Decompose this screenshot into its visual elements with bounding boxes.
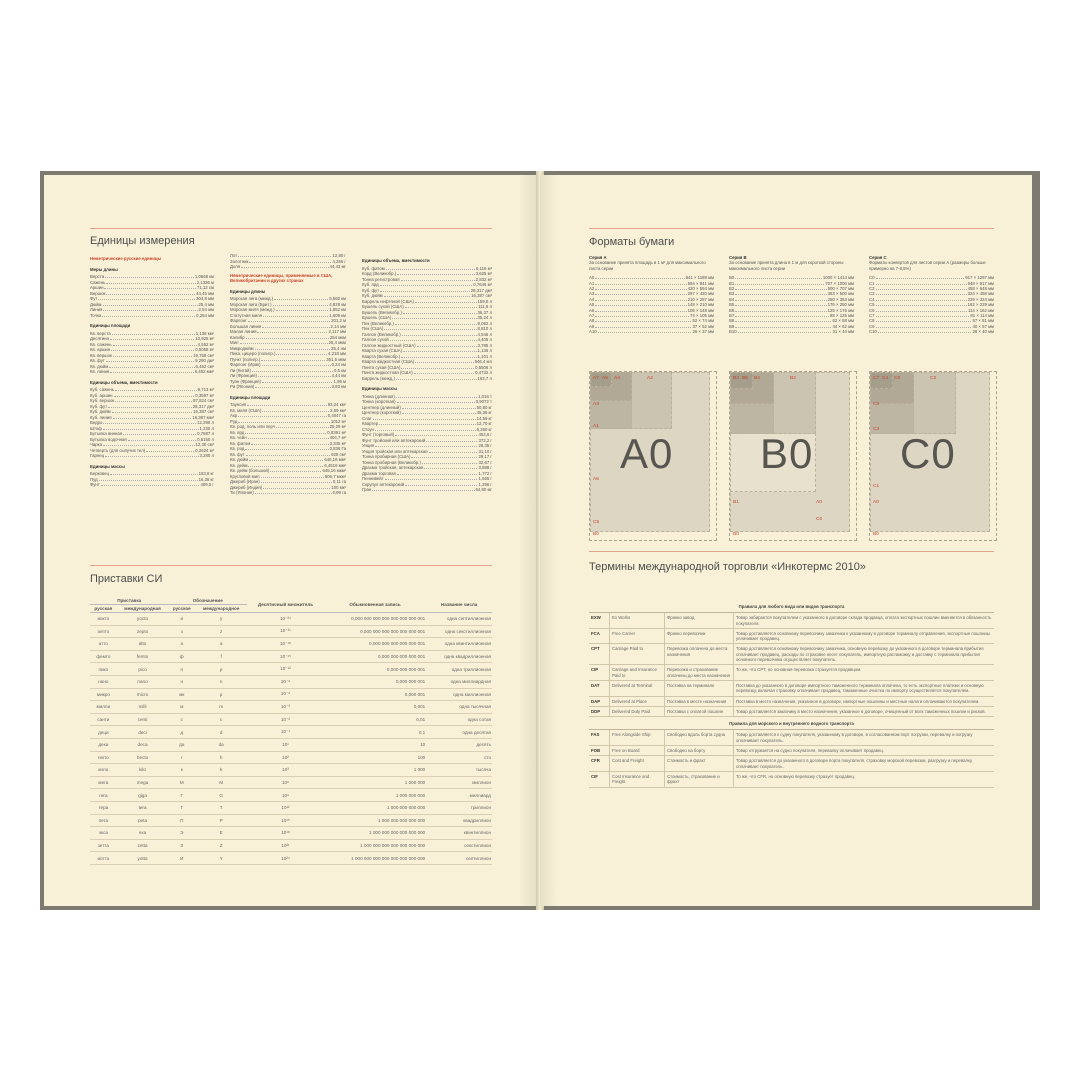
section-heading: Единицы площади: [90, 323, 131, 328]
unit-row: A7 74 × 105 мм: [589, 313, 714, 319]
unit-row: Ти (Япония) 0,99 га: [230, 490, 346, 495]
unit-row: Центнер (короткий) 45,36 кг: [362, 410, 492, 415]
unit-row: C7 81 × 114 мм: [869, 313, 994, 319]
unit-row: Пек (Великобр.) 9,092 л: [362, 320, 492, 326]
unit-row: A2 420 × 594 мм: [589, 286, 714, 292]
unit-row: Драхма торговая 1,772 г: [362, 470, 492, 476]
unit-row: Ри (Япония) 3,93 км: [230, 384, 346, 389]
unit-row: Морская лига (Брит.) 4,828 км: [230, 301, 346, 307]
unit-row: Калибр 254 мкм: [230, 334, 346, 340]
units-column-1: [90, 253, 214, 488]
unit-row: Кв. род 0,836 Га: [230, 446, 346, 451]
unit-row: Галлон сухой 4,405 л: [362, 337, 492, 342]
si-row: гига giga Г G 10⁹ 1 000 000 000 миллиард: [90, 789, 492, 802]
unit-row: Куб. ярд 0,7646 м³: [362, 282, 492, 287]
series-description: Форматы конвертов для листов серии А (размеры больше примерно на 7-8,5%): [869, 260, 986, 271]
unit-row: Кв. дейм (большой) 645,16 мкм²: [230, 468, 346, 473]
unit-row: C0 917 × 1297 мм: [869, 275, 994, 281]
top-rule-right: [589, 228, 994, 229]
unit-row: A4 210 × 297 мм: [589, 296, 714, 302]
si-row: зепто zepto з z 10⁻²¹ 0,000 000 000 000 000 000 001 одна секстиллионная: [90, 625, 492, 638]
unit-row: Галлон жидкостный (США) 3,785 л: [362, 342, 492, 348]
unit-row: Куб. сажень 9,713 м³: [90, 387, 214, 392]
unit-row: A10 26 × 37 мм: [589, 329, 714, 335]
format-big-label: B0: [760, 430, 814, 477]
unit-row: Ли (Китай) 0,5 км: [230, 367, 346, 373]
mid-rule-right: [589, 551, 994, 552]
unit-row: Гарнец 3,280 л: [90, 453, 214, 458]
section-heading: Единицы массы: [90, 463, 125, 469]
si-row: нано nano н n 10⁻⁹ 0,000 000 001 одна миллиардная: [90, 675, 492, 688]
series-a: [589, 255, 714, 335]
incoterms-table: [589, 600, 994, 788]
incoterms-row: DAP Delivered at Place Поставка в месте назначения Поставка в место назначения, указанное в договоре, импортные пошлины и местные налоги оплачиваются покупателем.: [589, 696, 994, 706]
unit-row: Кв. дейм 6,4516 мм²: [230, 462, 346, 468]
unit-row: Кв. вершок 19,758 см²: [90, 352, 214, 358]
unit-row: B6 125 × 176 мм: [729, 307, 854, 313]
unit-row: Куб. дюйм 16,387 см³: [90, 409, 214, 414]
unit-row: Пеннивейт 1,555 г: [362, 476, 492, 481]
unit-row: C10 28 × 40 мм: [869, 329, 994, 335]
si-sub-intl2: международное: [195, 605, 247, 613]
unit-row: Пункт (полигр.) 351,5 мкм: [230, 356, 346, 362]
right-page: [540, 175, 1032, 906]
unit-row: Тонна пробирная (США) 29,17 г: [362, 454, 492, 459]
unit-row: Микродюйм 25,4 нм: [230, 345, 346, 351]
unit-row: Дюйм 25,4 мм: [90, 301, 214, 307]
si-row: санти centi с c 10⁻² 0,01 одна сотая: [90, 713, 492, 726]
units-title: Единицы измерения: [90, 235, 195, 247]
unit-row: Точка 0,254 мм: [90, 312, 214, 318]
format-a-diagram: A7 A5 A4 A2 A3 A1 A0 A6 C5 B0: [589, 371, 717, 541]
unit-row: Морская лига (межд.) 5,560 км: [230, 296, 346, 301]
si-row: мега mega М M 10⁶ 1 000 000 миллион: [90, 776, 492, 789]
si-title: Приставки СИ: [90, 573, 163, 585]
unit-row: B4 250 × 353 мм: [729, 296, 854, 302]
si-sub-ru: русская: [90, 605, 117, 613]
unit-row: Вершок 44,45 мм: [90, 290, 214, 296]
incoterms-row: CIF Cost Insurance and Freight Стоимость, страхование и фрахт То же, что CFR, но основную перевозку страхует продавец.: [589, 771, 994, 787]
unit-row: A1 594 × 841 мм: [589, 280, 714, 286]
unit-row: Квартер 12,70 кг: [362, 421, 492, 426]
top-rule: [90, 228, 492, 229]
unit-row: C9 40 × 57 мм: [869, 323, 994, 329]
unit-row: Кв. фут 929 см²: [230, 451, 346, 457]
unit-row: C6 114 × 162 мм: [869, 307, 994, 313]
si-head-mult: Десятичный множитель: [247, 597, 324, 613]
unit-row: Таунсип 93,24 км²: [230, 402, 346, 407]
unit-row: A8 52 × 74 мм: [589, 318, 714, 324]
si-row: микро micro мк μ 10⁻⁶ 0,000 001 одна миллионная: [90, 688, 492, 701]
unit-row: C1 648 × 917 мм: [869, 280, 994, 286]
unit-row: Бутылка винная 0,7687 л: [90, 431, 214, 436]
unit-row: Морская миля (межд.) 1,852 км: [230, 307, 346, 312]
si-head-notation: Обыкновенная запись: [324, 597, 426, 613]
series-heading: Серия В: [729, 255, 747, 260]
unit-row: Бушель сухой (США) 111,5 л: [362, 304, 492, 309]
unit-row: Кварта сухая (США) 1,136 л: [362, 348, 492, 353]
unit-row: Руд 1012 м²: [230, 418, 346, 424]
unit-row: Фунт тройский или аптекарский 373,2 г: [362, 437, 492, 443]
unit-row: Куб. вершок 87,824 см³: [90, 398, 214, 403]
left-page: [44, 175, 536, 906]
si-prefix-table: [90, 597, 492, 865]
incoterms-row: CFR Cost and Freight Стоимость и фрахт Товар доставляется до указанного в договоре порта покупателя, страховку морской перевозки, разгрузку и перевалку оплачивает покупатель.: [589, 756, 994, 772]
unit-row: Слаг 14,59 кг: [362, 415, 492, 421]
unit-row: Пуд 16,38 кг: [90, 476, 214, 482]
unit-row: B7 88 × 125 мм: [729, 313, 854, 319]
unit-row: Доля 44,43 мг: [230, 264, 346, 269]
unit-row: Куб. фут 28,317 дм³: [90, 403, 214, 409]
unit-row: Джериб (Иран) 0,11 га: [230, 479, 346, 484]
unit-row: Фунт 409,5 г: [90, 482, 214, 487]
mid-rule: [90, 565, 492, 566]
unit-row: Бутылка водочная 0,6150 л: [90, 436, 214, 442]
unit-row: Кв. фатом 3,345 м²: [230, 440, 346, 446]
unit-row: Стоун 6,350 кг: [362, 426, 492, 432]
units-column-2: [230, 253, 346, 496]
unit-row: C5 162 × 229 мм: [869, 302, 994, 308]
unit-row: Куб. фатом 6,116 м³: [362, 265, 492, 271]
unit-row: Малая линия 2,117 мм: [230, 329, 346, 334]
si-row: дека deca да da 10¹ 10 десять: [90, 738, 492, 751]
section-heading: Единицы площади: [230, 394, 271, 400]
red-heading: Неметрические русские единицы: [90, 256, 162, 261]
unit-row: Ли (Франция) 4,44 км: [230, 373, 346, 378]
notebook-spread: [40, 171, 1040, 910]
unit-row: Сажень 2,1336 м: [90, 279, 214, 285]
unit-row: Бушель (США) 35,24 л: [362, 315, 492, 320]
series-description: За основание принята длина в 1 м для короткой стороны максимального листа серии: [729, 260, 844, 271]
series-description: За основание принята площадь в 1 м² для максимального листа серии: [589, 260, 706, 271]
unit-row: Пек (США) 8,810 л: [362, 326, 492, 331]
format-big-label: A0: [620, 430, 674, 477]
unit-row: Баррель (межд.) 163,7 л: [362, 375, 492, 381]
unit-row: Тонна регистровая 2,832 м³: [362, 276, 492, 282]
format-b-diagram: B3 B5 B4 B2 B0 B1 A0 C0 B0: [729, 371, 857, 541]
incoterms-row: CIP Carriage and Insurance Paid to Перевозка и страхование оплачены до места назначения То же, что CPT, но основная перевозка страхуется продавцом.: [589, 665, 994, 681]
unit-row: Пинта жидкостная (США) 0,4732 л: [362, 370, 492, 375]
incoterms-group-header: Правила для любого вида или видов транспорта: [589, 600, 994, 613]
si-row: тера tera Т T 10¹² 1 000 000 000 000 триллион: [90, 801, 492, 814]
unit-row: Драхма тройская, аптекарская 3,888 г: [362, 465, 492, 470]
unit-row: Куб. линия 16,387 мм³: [90, 414, 214, 420]
incoterms-group-header: Правила для морского и внутреннего водного транспорта: [589, 717, 994, 730]
unit-row: C2 458 × 648 мм: [869, 286, 994, 292]
si-row: фемто femto ф f 10⁻¹⁵ 0,000 000 000 000 001 одна квадриллионная: [90, 650, 492, 663]
unit-row: B8 62 × 88 мм: [729, 318, 854, 324]
incoterms-row: EXW Ex Works Франко завод Товар забирается покупателем с указанного в договоре склада продавца, оплата экспортных пошлин вменяется в обязанность покупателя.: [589, 613, 994, 629]
unit-row: Кв. ярд 0,8361 м²: [230, 429, 346, 435]
unit-row: B1 707 × 1000 мм: [729, 280, 854, 286]
unit-row: Кв. сажень 4,552 м²: [90, 341, 214, 347]
section-heading: Меры длины: [90, 266, 118, 272]
unit-row: Статутная миля 1,609 км: [230, 312, 346, 318]
unit-row: B0 1000 × 1414 мм: [729, 275, 854, 281]
si-sub-ru2: русское: [168, 605, 195, 613]
incoterms-row: DDP Delivered Duty Paid Поставка с оплатой пошлин Товар доставляется заказчику в место назначения, указанное в договоре, очищенный от всех таможенных пошлин и рисков.: [589, 706, 994, 716]
unit-row: Куб. фут 28,317 дм³: [362, 287, 492, 293]
series-heading: Серия А: [589, 255, 607, 260]
section-heading: Единицы длины: [230, 288, 266, 294]
incoterms-row: FOB Free on Board Свободно на борту Товар отгружается на судно покупателя, перевалку оплачивает продавец.: [589, 746, 994, 756]
si-row: гекто hecto г h 10² 100 сто: [90, 751, 492, 764]
unit-row: Кварта жидкостная (США) 946,4 мл: [362, 359, 492, 364]
unit-row: Ведро 12,299 л: [90, 420, 214, 425]
unit-row: Кв. аршин 0,5058 м²: [90, 347, 214, 352]
unit-row: B10 31 × 44 мм: [729, 329, 854, 335]
unit-row: A6 105 × 148 мм: [589, 307, 714, 313]
unit-row: Бушель (Великобр.) 36,37 л: [362, 309, 492, 315]
si-row: милли milli м m 10⁻³ 0,001 одна тысячная: [90, 701, 492, 714]
unit-row: Акр 0,4047 га: [230, 413, 346, 418]
unit-row: Кв. миля (США) 2,59 км²: [230, 407, 346, 413]
unit-row: B9 44 × 62 мм: [729, 323, 854, 329]
unit-row: Четверть (для сыпучих тел) 0,2624 м³: [90, 447, 214, 453]
unit-row: Тонна (длинная) 1,016 т: [362, 393, 492, 399]
si-row: пико pico п p 10⁻¹² 0,000 000 000 001 одна триллионная: [90, 663, 492, 676]
unit-row: A5 148 × 210 мм: [589, 302, 714, 308]
unit-row: Десятина 10,925 м²: [90, 336, 214, 341]
unit-row: Аршин 71,12 см: [90, 285, 214, 290]
unit-row: C4 229 × 324 мм: [869, 296, 994, 302]
red-heading: Неметрические единицы, применяемые в США, Великобритании и других странах: [230, 272, 333, 283]
unit-row: Фарлонг 201,2 м: [230, 318, 346, 323]
unit-row: Кв. линия 6,452 мм²: [90, 369, 214, 374]
incoterms-row: FCA Free Carrier Франко перевозчик Товар доставляется основному перевозчику заказчика к указанному в договоре терминалу отправления, экспортные пошлины уплачивает продавец.: [589, 628, 994, 644]
unit-row: A0 841 × 1189 мм: [589, 275, 714, 281]
si-row: кило kilo к k 10³ 1 000 тысяча: [90, 764, 492, 777]
si-head-symbol: Обозначение: [168, 597, 247, 605]
unit-row: Куб. аршин 0,3597 м³: [90, 392, 214, 398]
unit-row: Большая линия 2,14 мм: [230, 323, 346, 329]
unit-row: Чарка 12,30 см³: [90, 442, 214, 447]
unit-row: Скрупул аптекарский 1,296 г: [362, 481, 492, 487]
unit-row: A3 297 × 420 мм: [589, 291, 714, 297]
series-heading: Серия С: [869, 255, 887, 260]
unit-row: Баррель нефтяной (США) 159,0 л: [362, 298, 492, 304]
unit-row: Корд (Великобр.) 3,625 м³: [362, 271, 492, 276]
units-column-3: [362, 253, 492, 493]
unit-row: Мил 25,4 мкм: [230, 340, 346, 345]
unit-row: Фарлонг (Ирак) 0,24 км: [230, 362, 346, 367]
si-row: атто atto а a 10⁻¹⁸ 0,000 000 000 000 000 001 одна квинтиллионная: [90, 638, 492, 651]
incoterms-row: DAT Delivered at Terminal Поставка на терминале Поставка до указанного в договоре импортного таможенного терминала оплачена, то есть экспортные платежи и основную перевозку, включая страховку оплачивает продавец, таможенные очистка по импорту осуществляется покупателем.: [589, 680, 994, 696]
section-heading: Единицы объема, вместимости: [362, 258, 430, 263]
unit-row: C8 57 × 81 мм: [869, 318, 994, 324]
unit-row: Кв. род, поль или перч 25,29 м²: [230, 424, 346, 429]
unit-row: Пика, цицеро (полигр.) 4,218 мм: [230, 351, 346, 356]
unit-row: Фут 304,8 мм: [90, 296, 214, 301]
incoterms-row: FAS Free Alongside Ship Свободно вдоль борта судна Товар доставляется к судну покупателя, указанному в договоре, в согласованном порт погрузки, перевалку и погрузку оплачивает покупатель.: [589, 730, 994, 746]
unit-row: Кв. дюйм 645,16 мм²: [230, 457, 346, 462]
si-row: деци deci д d 10⁻¹ 0,1 одна десятая: [90, 726, 492, 739]
incoterms-row: CPT Carriage Paid to Перевозка оплачена до места назначения Товар доставляется основному перевозчику заказчика, основную перевозку до указанного в договоре терминала прибытия оплачивает продавец, расходы по страховке несет покупатель, импортную растаможку и доставку с терминала прибытия основного перевозчика осуществляет покупатель.: [589, 644, 994, 665]
unit-row: Унция 28,35 г: [362, 443, 492, 448]
si-row: экса exa Э E 10¹⁸ 1 000 000 000 000 000 000 квинтиллион: [90, 827, 492, 840]
unit-row: Кварта (Великобр.) 1,101 л: [362, 353, 492, 359]
format-big-label: C0: [900, 430, 956, 477]
unit-row: B5 176 × 250 мм: [729, 302, 854, 308]
unit-row: Гран 64,80 мг: [362, 487, 492, 492]
si-head-prefix: Приставка: [90, 597, 168, 605]
unit-row: Кв. дюйм 6,452 см²: [90, 363, 214, 369]
section-heading: Единицы массы: [362, 386, 397, 391]
unit-row: Пинта сухая (США) 0,5506 л: [362, 364, 492, 370]
unit-row: Кв. верста 1,138 км²: [90, 330, 214, 336]
unit-row: Унция тройская или аптекарская 31,10 г: [362, 448, 492, 454]
series-b: [729, 255, 854, 335]
unit-row: Куб. дюйм 16,387 см³: [362, 293, 492, 298]
unit-row: Берковец 163,8 кг: [90, 471, 214, 476]
unit-row: Золотник 4,266 г: [230, 258, 346, 264]
unit-row: Кв. фут 9,290 дм²: [90, 358, 214, 363]
paper-title: Форматы бумаги: [589, 236, 675, 248]
unit-row: B3 353 × 500 мм: [729, 291, 854, 297]
unit-row: Кв. чейн 404,7 м²: [230, 435, 346, 440]
unit-row: Тонна пробирная (Великобр.) 32,67 г: [362, 459, 492, 465]
si-row: пета peta П P 10¹⁵ 1 000 000 000 000 000 квадриллион: [90, 814, 492, 827]
unit-row: Кругловой мил 506,7 мкм²: [230, 473, 346, 479]
unit-row: Лот 12,80 г: [230, 253, 346, 258]
unit-row: Линия 2,54 мм: [90, 307, 214, 312]
unit-row: C3 324 × 458 мм: [869, 291, 994, 297]
si-head-name: Название числа: [426, 597, 492, 613]
unit-row: Фунт (торговый) 453,6 г: [362, 432, 492, 437]
unit-row: Тонна (короткая) 0,9072 т: [362, 399, 492, 404]
series-c: [869, 255, 994, 335]
incoterms-title: Термины международной торговли «Инкотермс 2010»: [589, 561, 866, 573]
section-heading: Единицы объема, вместимости: [90, 379, 158, 385]
unit-row: B2 500 × 707 мм: [729, 286, 854, 292]
si-row: иотта yotta И Y 10²⁴ 1 000 000 000 000 000 000 000 000 септиллион: [90, 852, 492, 865]
unit-row: Джериб (Индия) 100 мк²: [230, 484, 346, 490]
unit-row: Штоф 1,230 л: [90, 425, 214, 431]
unit-row: Центнер (длинный) 50,80 кг: [362, 404, 492, 410]
unit-row: Верста 1,0668 км: [90, 274, 214, 279]
unit-row: Галлон (Великобр.) 4,546 л: [362, 331, 492, 337]
format-c-diagram: C7 C4 C6 C2 C5 C3 C0 C1 A0 B0: [869, 371, 997, 541]
unit-row: A9 37 × 52 мм: [589, 323, 714, 329]
si-row: зетта zetta З Z 10²¹ 1 000 000 000 000 000 000 000 секстиллион: [90, 839, 492, 852]
unit-row: Туан (Франция) 1,95 м: [230, 378, 346, 384]
si-sub-intl: международная: [117, 605, 169, 613]
si-row: иокто yocto и y 10⁻²⁴ 0,000 000 000 000 000 000 000 001 одна септиллионная: [90, 613, 492, 626]
